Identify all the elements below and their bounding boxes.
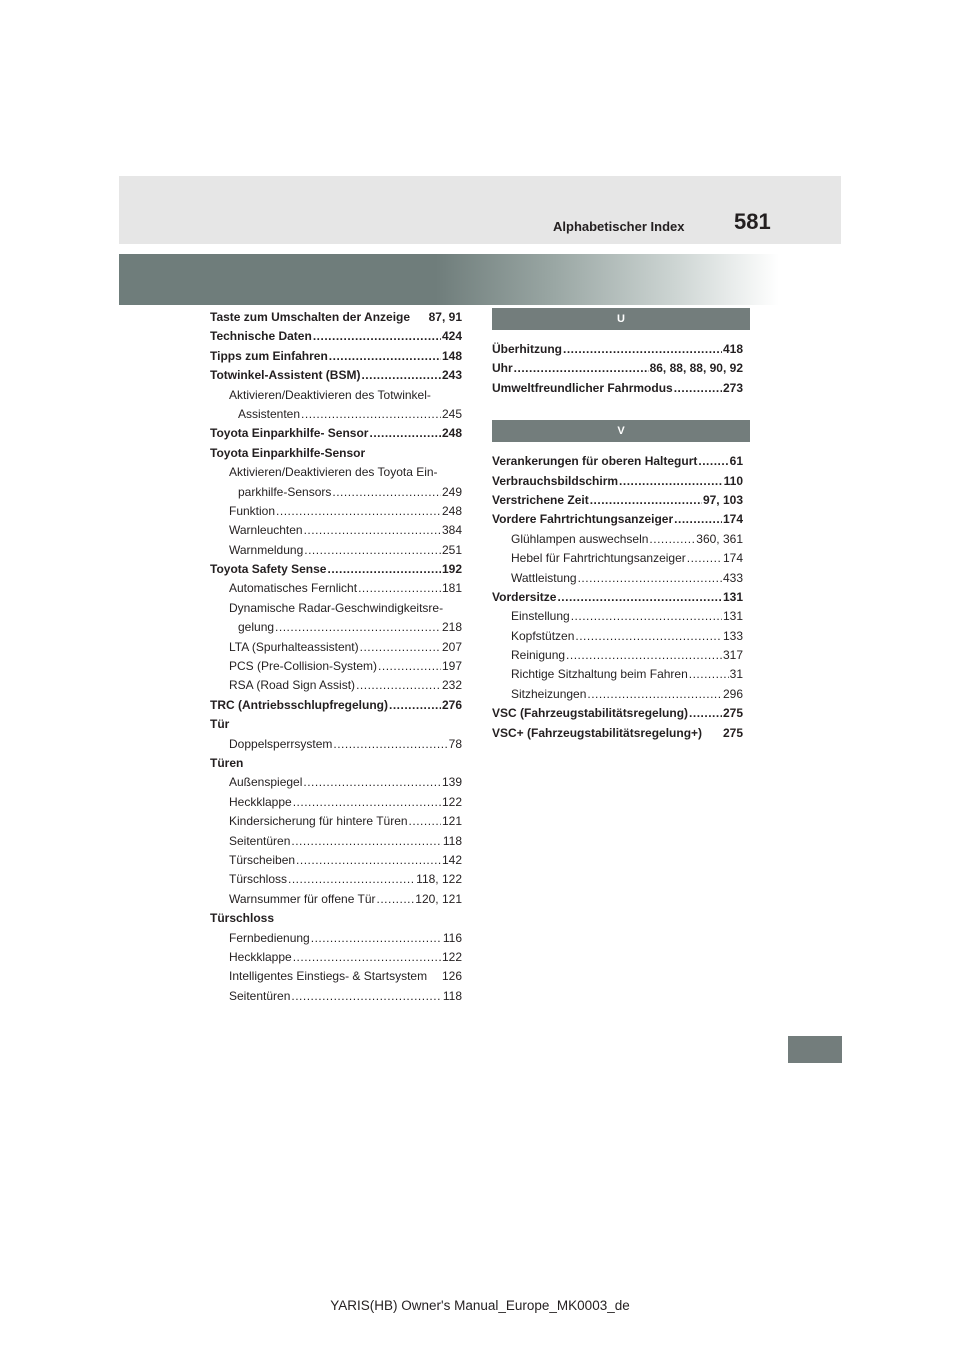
dot-leader: [304, 541, 441, 560]
dot-leader: [575, 627, 722, 646]
dot-leader: [674, 379, 722, 398]
index-subentry: [492, 627, 743, 646]
dot-leader: [514, 359, 649, 378]
entry-term: Umweltfreundlicher Fahrmodus: [492, 380, 673, 395]
entry-term: Aktivieren/Deaktivieren des Totwinkel-: [229, 387, 431, 402]
dot-leader: [329, 347, 441, 366]
entry-page-ref: 384: [441, 523, 462, 538]
entry-page-ref: 197: [441, 659, 462, 674]
entry-page-ref: 148: [441, 348, 462, 363]
dot-leader: [291, 832, 441, 851]
index-subentry: [210, 812, 462, 831]
entry-page-ref: 296: [722, 686, 743, 701]
dot-leader: [619, 472, 723, 491]
entry-page-ref: 118: [442, 833, 462, 848]
index-subentry: [210, 967, 462, 986]
index-subentry: [210, 832, 462, 851]
dot-leader: [687, 549, 722, 568]
index-entry: [492, 472, 743, 491]
index-entry: [492, 588, 743, 607]
index-entry: [492, 359, 743, 378]
entry-page-ref: 142: [441, 852, 462, 867]
dot-leader: [293, 793, 441, 812]
entry-term: Toyota Einparkhilfe-Sensor: [210, 445, 366, 460]
index-subentry: [492, 646, 743, 665]
entry-page-ref: 232: [441, 678, 462, 693]
entry-term: Seitentüren: [229, 988, 291, 1003]
dot-leader: [590, 491, 702, 510]
entry-term: Taste zum Umschalten der Anzeige: [210, 310, 411, 324]
entry-page-ref: 116: [442, 930, 462, 945]
index-subentry: [492, 607, 743, 626]
index-entry: [492, 379, 743, 398]
index-subentry: [210, 638, 462, 657]
dot-leader: [327, 560, 440, 579]
entry-page-ref: 192: [441, 562, 462, 577]
index-subentry: [210, 618, 462, 637]
index-entry: [210, 696, 462, 715]
dot-leader: [356, 676, 441, 695]
index-entry: [492, 510, 743, 529]
entry-page-ref: 122: [441, 949, 462, 964]
entry-term: Totwinkel-Assistent (BSM): [210, 368, 361, 383]
index-entry: [210, 444, 462, 463]
entry-term: LTA (Spurhalteassistent): [229, 639, 359, 654]
entry-term: Türscheiben: [229, 852, 296, 867]
index-subentry: [210, 773, 462, 792]
entry-page-ref: 273: [722, 380, 743, 395]
entry-term: Verankerungen für oberen Haltegurt: [492, 454, 698, 469]
dot-leader: [301, 405, 441, 424]
header-title: Alphabetischer Index: [553, 219, 685, 234]
entry-term: Vordersitze: [492, 589, 557, 604]
entry-term: TRC (Antriebsschlupfregelung): [210, 697, 389, 712]
entry-page-ref: 248: [441, 503, 462, 518]
entry-page-ref: 275: [722, 725, 743, 740]
dot-leader: [360, 638, 441, 657]
entry-term: Türschloss: [210, 911, 275, 926]
index-entry: [492, 704, 743, 723]
entry-page-ref: 139: [441, 775, 462, 790]
dot-leader: [313, 327, 441, 346]
entry-page-ref: 131: [722, 589, 743, 604]
index-subentry: [492, 569, 743, 588]
entry-term: VSC+ (Fahrzeugstabilitätsregelung+): [492, 725, 703, 740]
entry-term: Toyota Safety Sense: [210, 562, 327, 577]
index-subentry: [210, 502, 462, 521]
index-subentry: [210, 405, 462, 424]
entry-page-ref: 418: [722, 342, 743, 356]
dot-leader: [409, 812, 441, 831]
entry-page-ref: 131: [722, 609, 743, 624]
entry-term: Fernbedienung: [229, 930, 310, 945]
index-entry: [210, 424, 462, 443]
entry-page-ref: 245: [441, 406, 462, 421]
entry-page-ref: 86, 88, 88, 90, 92: [649, 361, 743, 376]
dot-leader: [288, 870, 415, 889]
entry-term: Heckklappe: [229, 794, 292, 809]
entry-page-ref: 97, 103: [702, 492, 743, 507]
entry-term: Glühlampen auswechseln: [511, 531, 649, 546]
index-subentry: [492, 549, 743, 568]
dot-leader: [566, 646, 722, 665]
index-subentry: [210, 483, 462, 502]
index-subentry: [210, 735, 462, 754]
index-entry: [210, 560, 462, 579]
entry-page-ref: 118, 122: [416, 872, 462, 887]
entry-page-ref: 78: [448, 736, 462, 751]
dot-leader: [689, 665, 729, 684]
entry-page-ref: 275: [722, 706, 743, 721]
entry-page-ref: 181: [441, 581, 462, 596]
index-subentry: [210, 579, 462, 598]
dot-leader: [587, 685, 722, 704]
entry-term: Warnsummer für offene Tür: [229, 891, 376, 906]
entry-page-ref: 61: [729, 454, 743, 469]
entry-term: Doppelsperrsystem: [229, 736, 333, 751]
page-number: 581: [734, 209, 771, 234]
entry-page-ref: 207: [441, 639, 462, 654]
entry-term: Kopfstützen: [511, 628, 575, 643]
index-subentry: [210, 870, 462, 889]
entry-term: PCS (Pre-Collision-System): [229, 659, 378, 674]
page-header: [119, 176, 841, 244]
entry-term: Wattleistung: [511, 570, 577, 585]
index-subentry: [492, 685, 743, 704]
entry-page-ref: 424: [441, 329, 462, 344]
index-subentry: [492, 530, 743, 549]
dot-leader: [303, 773, 441, 792]
index-subentry: [210, 599, 462, 618]
entry-page-ref: 120, 121: [415, 891, 462, 906]
entry-page-ref: 87, 91: [428, 310, 462, 324]
entry-term: Verstrichene Zeit: [492, 492, 589, 507]
entry-page-ref: 433: [722, 570, 743, 585]
dot-leader: [333, 735, 447, 754]
dot-leader: [689, 704, 722, 723]
dot-leader: [361, 366, 441, 385]
index-subentry: [210, 890, 462, 909]
entry-page-ref: 243: [441, 368, 462, 383]
entry-term: Automatisches Fernlicht: [229, 581, 358, 596]
dot-leader: [276, 502, 441, 521]
index-subentry: [210, 386, 462, 405]
dot-leader: [389, 696, 441, 715]
dot-leader: [378, 657, 441, 676]
entry-page-ref: 249: [441, 484, 462, 499]
dot-leader: [674, 510, 722, 529]
dot-leader: [293, 948, 441, 967]
entry-term: Aktivieren/Deaktivieren des Toyota Ein-: [229, 465, 438, 480]
entry-term: Dynamische Radar-Geschwindigkeitsre-: [229, 600, 444, 615]
dot-leader: [578, 569, 722, 588]
entry-term: Toyota Einparkhilfe- Sensor: [210, 426, 369, 441]
decorative-band: [119, 254, 779, 305]
entry-term: Tipps zum Einfahren: [210, 348, 328, 363]
entry-page-ref: 174: [722, 512, 743, 527]
entry-term: gelung: [238, 620, 275, 635]
index-subentry: [210, 541, 462, 560]
entry-term: Kindersicherung für hintere Türen: [229, 814, 408, 829]
index-subentry: [210, 463, 462, 482]
entry-page-ref: 248: [441, 426, 462, 441]
entry-term: Einstellung: [511, 609, 570, 624]
entry-page-ref: 121: [441, 814, 462, 829]
entry-term: Reinigung: [511, 648, 566, 663]
entry-term: Türen: [210, 755, 244, 770]
index-subentry: [210, 851, 462, 870]
entry-term: Türschloss: [229, 872, 288, 887]
index-subentry: [492, 665, 743, 684]
side-thumb-tab: [788, 1036, 842, 1063]
index-entry: [210, 754, 462, 773]
entry-term: VSC (Fahrzeugstabilitätsregelung): [492, 706, 689, 721]
index-subentry: [210, 657, 462, 676]
index-subentry: [210, 987, 462, 1006]
dot-leader: [304, 521, 441, 540]
entry-term: Warnleuchten: [229, 523, 303, 538]
entry-term: Seitentüren: [229, 833, 291, 848]
entry-page-ref: 133: [722, 628, 743, 643]
dot-leader: [649, 530, 695, 549]
index-column-left: [210, 308, 462, 1006]
dot-leader: [275, 618, 441, 637]
index-subentry: [210, 948, 462, 967]
index-subentry: [210, 929, 462, 948]
section-letter-v: V: [492, 420, 750, 442]
entry-term: Verbrauchsbildschirm: [492, 473, 619, 488]
index-column-right: [492, 308, 743, 743]
index-entry: [210, 909, 462, 928]
dot-leader: [369, 424, 440, 443]
entry-page-ref: 276: [441, 697, 462, 712]
dot-leader: [698, 452, 728, 471]
dot-leader: [358, 579, 441, 598]
index-entry: [210, 347, 462, 366]
index-subentry: [210, 793, 462, 812]
index-entry: [210, 308, 462, 327]
entry-page-ref: 360, 361: [696, 531, 743, 546]
entry-page-ref: 317: [722, 648, 743, 663]
dot-leader: [311, 929, 442, 948]
entry-term: Sitzheizungen: [511, 686, 587, 701]
entry-page-ref: 251: [441, 542, 462, 557]
dot-leader: [296, 851, 441, 870]
entry-page-ref: 122: [441, 794, 462, 809]
dot-leader: [563, 340, 722, 359]
entry-term: Funktion: [229, 503, 276, 518]
entry-page-ref: 118: [442, 988, 462, 1003]
footer-text: YARIS(HB) Owner's Manual_Europe_MK0003_de: [330, 1298, 630, 1313]
index-entry: [492, 340, 743, 359]
index-entry: [210, 715, 462, 734]
index-subentry: [210, 676, 462, 695]
entry-term: Überhitzung: [492, 342, 562, 356]
entry-term: Intelligentes Einstiegs- & Startsystem: [229, 969, 428, 984]
index-entry: [492, 452, 743, 471]
index-entry: [210, 327, 462, 346]
index-entry: [492, 491, 743, 510]
dot-leader: [332, 483, 441, 502]
entry-page-ref: 126: [441, 969, 462, 984]
entry-term: Assistenten: [238, 406, 301, 421]
entry-term: Richtige Sitzhaltung beim Fahren: [511, 667, 688, 682]
entry-term: Außenspiegel: [229, 775, 303, 790]
entry-page-ref: 218: [441, 620, 462, 635]
entry-page-ref: 110: [723, 473, 743, 488]
dot-leader: [377, 890, 415, 909]
section-letter-u: U: [492, 308, 750, 330]
entry-term: RSA (Road Sign Assist): [229, 678, 356, 693]
entry-term: Vordere Fahrtrichtungsanzeiger: [492, 512, 674, 527]
entry-term: Tür: [210, 717, 230, 732]
index-subentry: [210, 521, 462, 540]
dot-leader: [291, 987, 441, 1006]
entry-term: Warnmeldung: [229, 542, 304, 557]
index-entry: [210, 366, 462, 385]
entry-page-ref: 31: [729, 667, 743, 682]
entry-term: Hebel für Fahrtrichtungsanzeiger: [511, 551, 686, 566]
entry-term: Heckklappe: [229, 949, 292, 964]
entry-term: Technische Daten: [210, 329, 312, 344]
dot-leader: [571, 607, 722, 626]
index-entry: [492, 724, 743, 743]
entry-page-ref: 174: [722, 551, 743, 566]
dot-leader: [557, 588, 722, 607]
entry-term: parkhilfe-Sensors: [238, 484, 332, 499]
entry-term: Uhr: [492, 361, 513, 376]
